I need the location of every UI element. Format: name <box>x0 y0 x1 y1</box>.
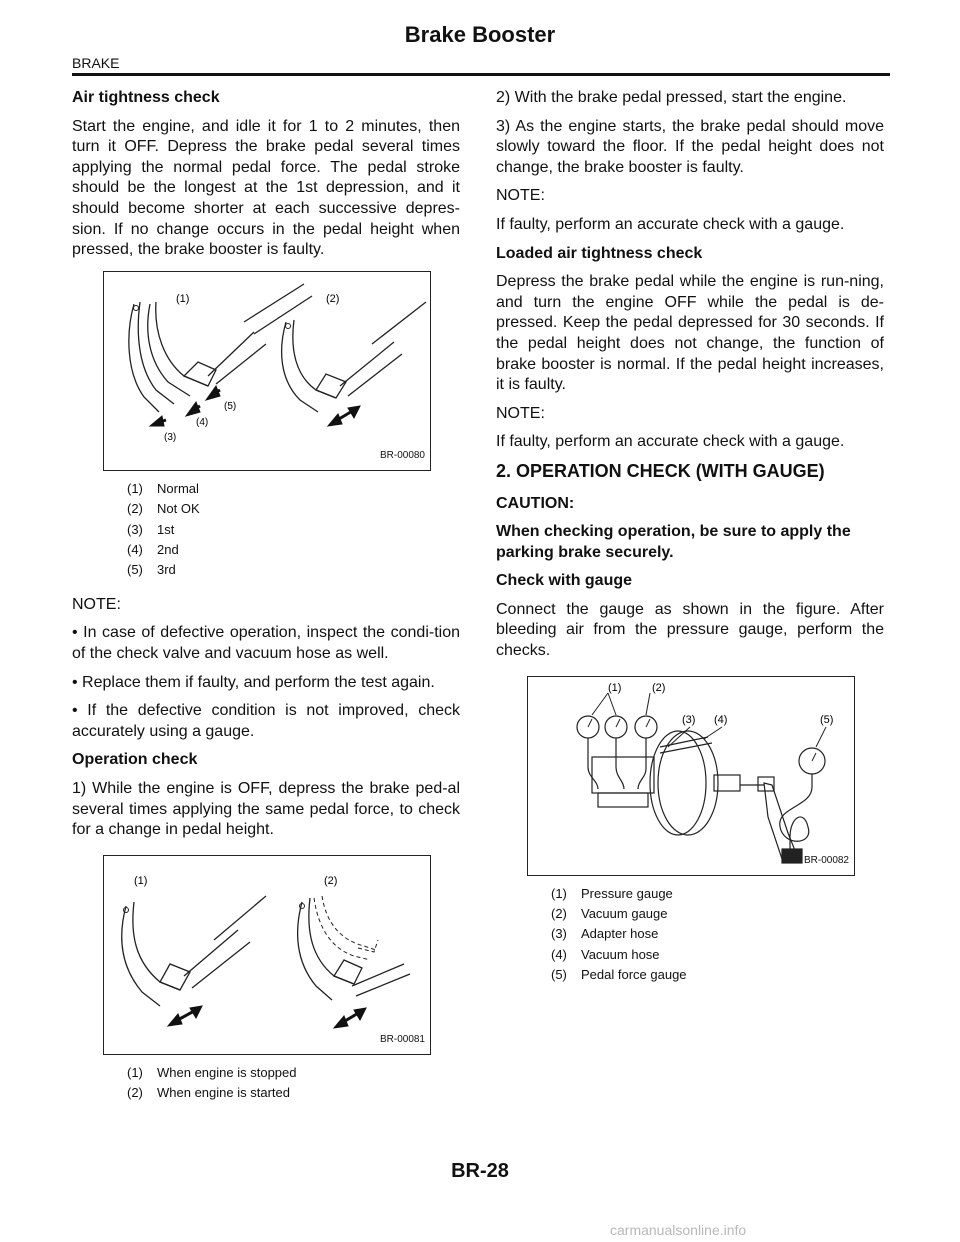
note-label: NOTE: <box>496 187 545 205</box>
note-text: If faulty, perform an accurate check with a gauge. <box>496 215 845 233</box>
heading-air-tightness: Air tightness check <box>72 89 220 106</box>
right-column <box>496 88 884 1000</box>
paragraph-step-2: 2) With the brake pedal pressed, start the engine. <box>496 89 847 106</box>
heading-check-with-gauge: Check with gauge <box>496 572 633 590</box>
gauge-setup-illustration <box>528 677 854 875</box>
note-label: NOTE: <box>72 595 121 613</box>
left-column <box>72 88 460 1118</box>
legend-item: (2) Not OK <box>127 501 200 517</box>
note-bullet: • In case of defective operation, inspect the condi-tion of the check valve and vacuum hose as well. <box>72 624 460 662</box>
fig1-label-4: (4) <box>196 416 209 428</box>
legend-item: (1) Normal <box>127 480 199 496</box>
fig2-label-2: (2) <box>324 874 338 887</box>
fig3-label-3: (3) <box>682 713 696 726</box>
note-label: NOTE: <box>496 404 545 422</box>
figure-br-00081 <box>103 855 431 1055</box>
legend-item: (4) 2nd <box>127 541 179 557</box>
note-bullet: • If the defective condition is not improved, check accurately using a gauge. <box>72 702 460 740</box>
fig1-label-1: (1) <box>176 292 190 305</box>
figure-br-00082 <box>527 676 855 876</box>
legend-item: (3) Adapter hose <box>551 926 659 942</box>
paragraph-loaded-air-tightness: Depress the brake pedal while the engine is run-ning, and turn the engine OFF while the pedal is de-pressed. Keep the pedal depressed for 30 seconds. If the pedal height does not change, the function of brake booster is normal. If the pedal height increases, it is faulty. <box>496 273 884 394</box>
caution-label: CAUTION: <box>496 494 575 512</box>
header-rule <box>72 73 890 76</box>
fig1-label-5: (5) <box>224 400 237 412</box>
fig3-label-1: (1) <box>608 681 622 694</box>
legend-fig2 <box>127 1063 460 1104</box>
fig2-label-1: (1) <box>134 874 148 887</box>
note-bullet: • Replace them if faulty, and perform the test again. <box>72 673 435 691</box>
fig3-label-2: (2) <box>652 681 666 694</box>
pedal-stroke-illustration <box>104 272 430 470</box>
paragraph-check-with-gauge: Connect the gauge as shown in the figure. After bleeding air from the pressure gauge, perform the checks. <box>496 600 884 660</box>
paragraph-air-tightness: Start the engine, and idle it for 1 to 2 minutes, then turn it OFF. Depress the brake pedal several times applying the normal pedal force. The pedal stroke should be the longest at the 1st depression, and it should become shorter at each successive depres-sion. If no change occurs in the pedal height when pressed, the brake booster is faulty. <box>72 117 460 259</box>
legend-fig3 <box>551 884 884 986</box>
paragraph-operation-check: 1) While the engine is OFF, depress the brake ped-al several times applying the same pedal force, to check for a change in pedal height. <box>72 779 460 839</box>
legend-item: (5) Pedal force gauge <box>551 967 687 983</box>
figure-code: BR-00082 <box>803 855 849 867</box>
page-number: BR-28 <box>451 1160 509 1182</box>
figure-br-00080 <box>103 271 431 471</box>
paragraph-step-3: 3) As the engine starts, the brake pedal should move slowly toward the floor. If the pedal height does not change, the brake booster is faulty. <box>496 117 884 176</box>
watermark: carmanualsonline.info <box>610 1222 747 1238</box>
fig1-label-3: (3) <box>164 431 177 443</box>
legend-item: (5) 3rd <box>127 562 176 578</box>
caution-text: When checking operation, be sure to apply the parking brake securely. <box>496 523 851 561</box>
section-label: BRAKE <box>72 55 120 71</box>
legend-item: (2) Vacuum gauge <box>551 906 668 922</box>
fig3-label-4: (4) <box>714 713 728 726</box>
heading-loaded-air-tightness: Loaded air tightness check <box>496 244 703 262</box>
figure-code: BR-00081 <box>379 1034 425 1046</box>
fig3-label-5: (5) <box>820 713 834 726</box>
legend-item: (2) When engine is started <box>127 1085 290 1101</box>
heading-operation-check: Operation check <box>72 751 198 769</box>
pedal-height-illustration <box>104 856 430 1054</box>
fig1-label-2: (2) <box>326 292 340 305</box>
section-heading: 2. OPERATION CHECK (WITH GAUGE) <box>496 460 825 481</box>
page-title: Brake Booster <box>404 22 556 47</box>
legend-item: (1) When engine is stopped <box>127 1064 297 1080</box>
note-text: If faulty, perform an accurate check with a gauge. <box>496 433 845 451</box>
legend-item: (3) 1st <box>127 521 175 537</box>
legend-fig1 <box>127 479 460 581</box>
legend-item: (4) Vacuum hose <box>551 946 660 962</box>
legend-item: (1) Pressure gauge <box>551 885 673 901</box>
figure-code: BR-00080 <box>379 450 425 462</box>
